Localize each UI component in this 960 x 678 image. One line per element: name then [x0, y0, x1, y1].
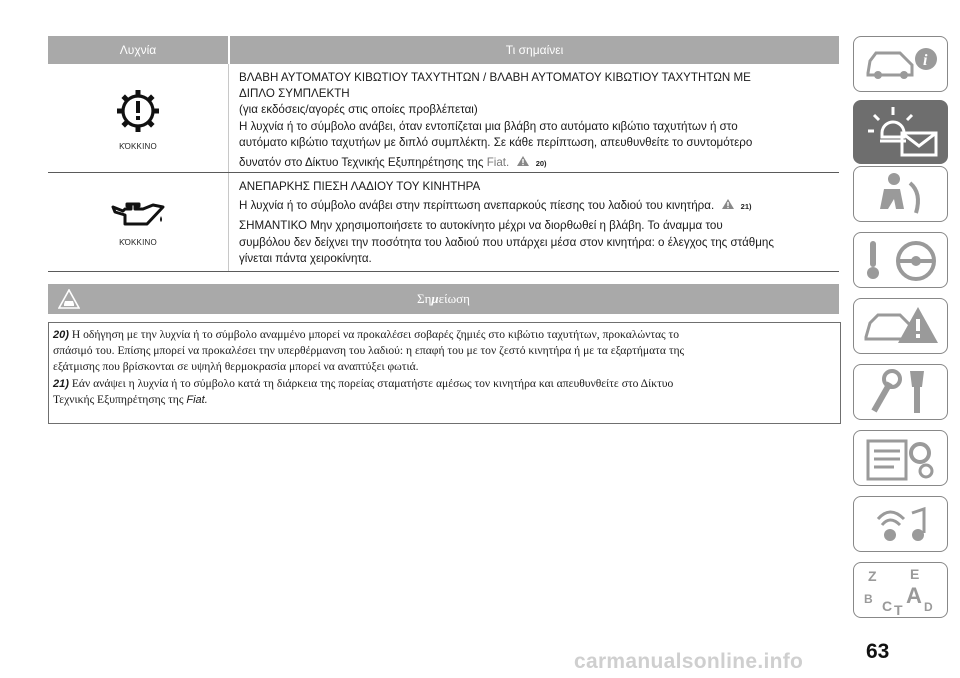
svg-text:A: A	[906, 583, 922, 608]
note-line	[53, 376, 836, 392]
safety-airbag-icon	[860, 169, 942, 219]
warning-lights-table	[48, 36, 839, 272]
table-header	[48, 36, 839, 64]
tab-warning-lights[interactable]	[853, 100, 948, 164]
table-row	[48, 173, 839, 272]
multimedia-icon	[860, 499, 942, 549]
svg-text:E: E	[910, 566, 920, 582]
tab-starting-driving[interactable]	[853, 232, 948, 288]
note-text: Τεχνικής Εξυπηρέτησης της	[53, 392, 184, 406]
description-title: ΑΝΕΠΑΡΚΗΣ ΠΙΕΣΗ ΛΑΔΙΟΥ ΤΟΥ ΚΙΝΗΤΗΡΑ	[239, 180, 481, 193]
note-number: 20)	[53, 329, 69, 341]
note-line: σπάσιμό του. Επίσης μπορεί να προκαλέσει την υπερθέρμανση του λαδιού: η επαφή του με τον ζεστό κινητήρα ή με τα εξαρτήματα της	[53, 344, 685, 358]
brand-text: Fiat.	[186, 393, 208, 406]
note-title-b: μ	[431, 291, 439, 306]
description-line	[239, 198, 833, 215]
description-line: ΒΛΑΒΗ ΑΥΤΟΜΑΤΟΥ ΚΙΒΩΤΙΟΥ ΤΑΧΥΤΗΤΩΝ / ΒΛΑΒΗ ΑΥΤΟΜΑΤΟΥ ΚΙΒΩΤΙΟΥ ΤΑΧΥΤΗΤΩΝ ΜΕ	[239, 71, 751, 84]
index-icon	[860, 565, 942, 615]
description-cell	[229, 173, 839, 271]
icon-color-label: ΚΌΚΚΙΝΟ	[119, 237, 157, 247]
svg-text:D: D	[924, 600, 933, 614]
header-col-light: Λυχνία	[48, 36, 230, 64]
car-info-icon	[860, 39, 942, 89]
note-line	[53, 327, 836, 343]
tab-maintenance[interactable]	[853, 364, 948, 420]
warning-light-message-icon	[860, 103, 942, 161]
note-line: εξάτμισης που βρίσκονται σε υψηλή θερμοκρασία μπορεί να αναπτύξει φωτιά.	[53, 360, 419, 374]
description-line	[239, 155, 833, 172]
description-text: Η λυχνία ή το σύμβολο ανάβει στην περίπτωση ανεπαρκούς πίεσης του λαδιού του κινητήρα.	[239, 199, 715, 213]
icon-cell	[48, 64, 229, 172]
svg-text:i: i	[923, 52, 928, 69]
description-cell	[229, 64, 839, 172]
tab-index[interactable]	[853, 562, 948, 618]
note-title-a: Ση	[417, 291, 432, 306]
brand-text: Fiat.	[486, 156, 510, 170]
starting-driving-icon	[860, 235, 942, 285]
note-text: Η οδήγηση με την λυχνία ή το σύμβολο αναμμένο μπορεί να προκαλέσει σοβαρές ζημιές στο κιβώτιο ταχυτήτων, προκαλώντας το	[71, 328, 680, 341]
svg-text:B: B	[864, 592, 873, 606]
description-line: γίνεται πάντα χειροκίνητα.	[239, 251, 372, 265]
reference-21-link[interactable]: 21)	[740, 202, 752, 212]
tab-emergency[interactable]	[853, 298, 948, 354]
oil-can-icon	[109, 198, 167, 232]
note-number: 21)	[53, 377, 69, 390]
description-line: ΔΙΠΛΟ ΣΥΜΠΛΕΚΤΗ	[239, 87, 350, 101]
maintenance-tools-icon	[860, 367, 942, 417]
emergency-icon	[860, 301, 942, 351]
tab-car-info[interactable]	[853, 36, 948, 92]
description-line: συμβόλου δεν δείχνει την ποσότητα του λαδιού που υπάρχει μέσα στον κινητήρα: ο έλεγχος της στάθμης	[239, 235, 774, 249]
table-row	[48, 64, 839, 173]
page-number: 63	[866, 640, 890, 663]
tab-multimedia[interactable]	[853, 496, 948, 552]
note-text: Εάν ανάψει η λυχνία ή το σύμβολο κατά τη διάρκεια της πορείας σταματήστε αμέσως τον κινητήρα και απευθυνθείτε στο Δίκτυο	[71, 376, 674, 390]
svg-text:T: T	[894, 602, 903, 615]
gearbox-warning-icon	[113, 86, 163, 136]
note-line	[53, 392, 836, 408]
svg-text:C: C	[882, 598, 893, 614]
description-text: δυνατόν στο Δίκτυο Τεχνικής Εξυπηρέτησης της	[239, 156, 484, 170]
tab-safety[interactable]	[853, 166, 948, 222]
technical-data-icon	[860, 433, 942, 483]
note-title-c: είωση	[438, 291, 470, 306]
description-line: (για εκδόσεις/αγορές στις οποίες προβλέπεται)	[239, 103, 478, 117]
icon-cell	[48, 173, 229, 271]
warning-triangle-icon	[721, 198, 735, 210]
description-line: Η λυχνία ή το σύμβολο ανάβει, όταν εντοπίζεται μια βλάβη στο αυτόματο κιβώτιο ταχυτήτων ή στο	[239, 119, 738, 133]
watermark: carmanualsonline.info	[574, 650, 804, 673]
header-col-meaning: Τι σημαίνει	[230, 36, 839, 64]
description-line: αυτόματο κιβώτιο ταχυτήων με διπλό συμπλέκτη. Σε κάθε περίπτωση, απευθυνθείτε το συντομότερο	[239, 135, 753, 149]
note-header	[48, 284, 839, 314]
reference-20-link[interactable]: 20)	[535, 159, 547, 169]
warning-triangle-icon	[516, 155, 530, 167]
tab-technical-data[interactable]	[853, 430, 948, 486]
svg-text:Z: Z	[868, 568, 877, 584]
description-line: ΣΗΜΑΝΤΙΚΟ Μην χρησιμοποιήσετε το αυτοκίνητο μέχρι να διορθωθεί η βλάβη. Το άναμμα του	[239, 219, 723, 233]
note-box	[48, 322, 841, 424]
car-warning-icon	[58, 289, 80, 309]
icon-color-label: ΚΌΚΚΙΝΟ	[119, 141, 157, 151]
